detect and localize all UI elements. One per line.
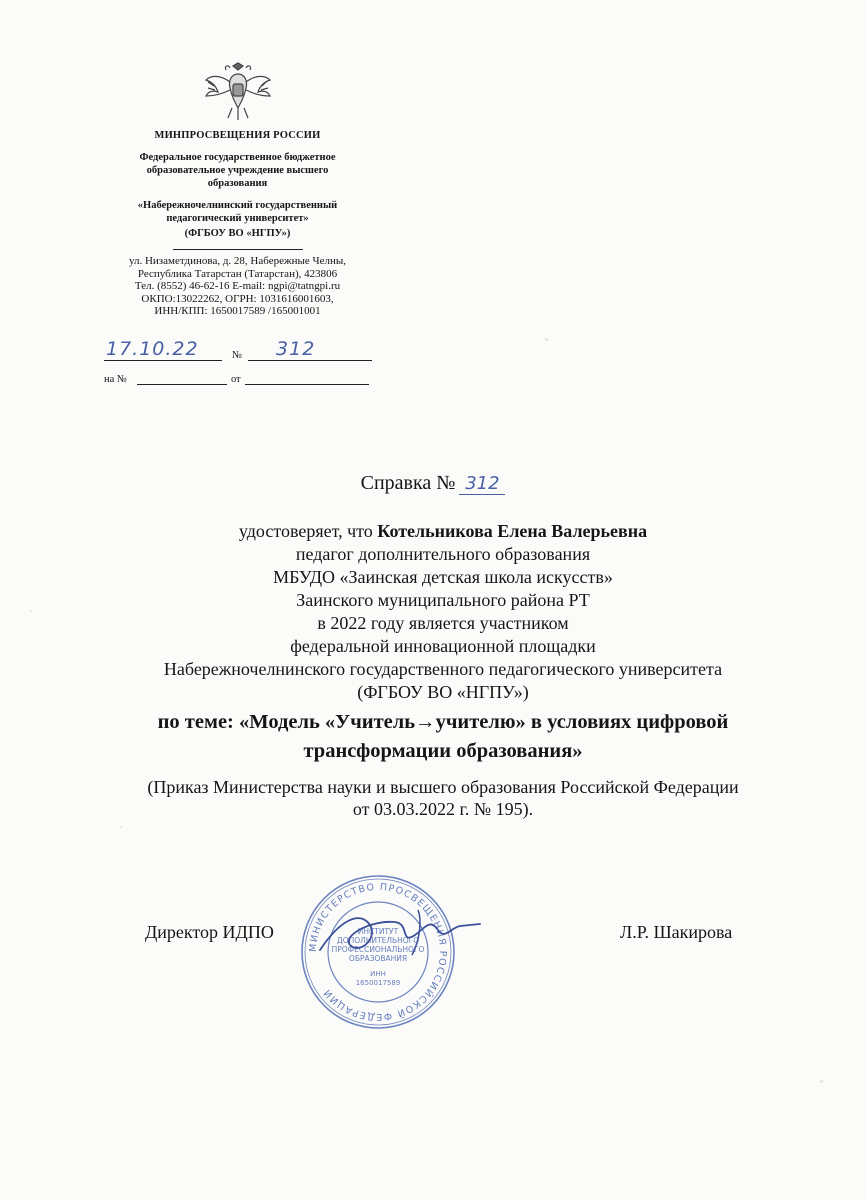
order-reference (60, 776, 826, 820)
stamp-inner-line: ОБРАЗОВАНИЯ (348, 954, 408, 963)
body-line: педагог дополнительного образования (295, 544, 591, 564)
org-type-line: образования (207, 178, 268, 189)
registration-number: 312 (276, 338, 316, 360)
body-line: федеральной инновационной площадки (290, 636, 596, 656)
certificate-lead-line (60, 520, 826, 543)
org-type-line: образовательное учреждение высшего (146, 165, 329, 176)
certificate-title (0, 472, 866, 495)
scan-speck (120, 826, 122, 828)
double-headed-eagle-emblem-icon (202, 60, 274, 124)
address-line: ИНН/КПП: 1650017589 /165001001 (154, 305, 321, 317)
certificate-number: 312 (459, 473, 505, 495)
handwritten-signature-icon (300, 900, 500, 970)
body-line: (ФГБОУ ВО «НГПУ») (357, 682, 529, 702)
project-topic (60, 708, 826, 766)
registration-number-field (248, 338, 372, 361)
university-abbreviation: (ФГБОУ ВО «НГПУ») (184, 228, 291, 239)
reference-row (104, 366, 374, 385)
body-line: МБУДО «Заинская детская школа искусств» (273, 567, 613, 587)
scan-speck (820, 1080, 823, 1083)
body-line: Заинского муниципального района РТ (296, 590, 590, 610)
signatory-name: Л.Р. Шакирова (620, 922, 733, 942)
reference-from-label: от (230, 374, 241, 385)
reference-number-field (137, 366, 227, 385)
registration-row (104, 338, 374, 361)
scan-speck (545, 338, 548, 341)
org-type-line: Федеральное государственное бюджетное (139, 152, 336, 163)
person-name: Котельникова Елена Валерьевна (377, 521, 648, 541)
reference-date-field (245, 366, 369, 385)
stamp-inner-line: ДОПОЛНИТЕЛЬНОГО (336, 936, 420, 945)
registration-number-label: № (232, 350, 243, 361)
certificate-lead: удостоверяет, что (238, 521, 373, 541)
body-line: в 2022 году является участником (317, 613, 569, 633)
body-line: Набережночелнинского государственного педагогического университета (163, 659, 723, 679)
stamp-inn-number: 1650017589 (355, 979, 401, 987)
registration-date: 17.10.22 (106, 338, 199, 360)
signatory-position: Директор ИДПО (145, 922, 274, 942)
stamp-inn-label: ИНН (370, 970, 386, 978)
registration-date-field (104, 338, 222, 361)
header-divider (173, 249, 303, 250)
scan-speck (30, 610, 32, 612)
address-block (100, 255, 375, 318)
order-line: от 03.03.2022 г. № 195). (352, 799, 534, 819)
certificate-title-label: Справка № (360, 472, 456, 494)
stamp-inner-line: ПРОФЕССИОНАЛЬНОГО (331, 945, 425, 954)
certificate-body (60, 520, 826, 820)
reference-label: на № (104, 374, 127, 385)
address-line: Тел. (8552) 46-62-16 E-mail: ngpi@tatngpi.ru (134, 280, 341, 292)
ministry-name: МИНПРОСВЕЩЕНИЯ РОССИИ (154, 130, 321, 141)
address-line: ул. Низаметдинова, д. 28, Набережные Челны, (128, 255, 347, 267)
org-type (100, 151, 375, 190)
order-line: (Приказ Министерства науки и высшего образования Российской Федерации (147, 777, 739, 797)
topic-line: по теме: «Модель «Учитель→учителю» в условиях цифровой (157, 711, 729, 733)
university-line: «Набережночелнинский государственный (137, 200, 338, 211)
letterhead (100, 60, 375, 318)
stamp-inner-line: ИНСТИТУТ (357, 927, 399, 936)
university-line: педагогический университет» (166, 213, 309, 224)
address-line: ОКПО:13022262, ОГРН: 1031616001603, (141, 292, 334, 305)
topic-line: трансформации образования» (303, 740, 583, 762)
university-name (100, 199, 375, 225)
stamp-outer-text: МИНИСТЕРСТВО ПРОСВЕЩЕНИЯ РОССИЙСКОЙ ФЕДЕРАЦИИ (307, 881, 449, 1023)
address-line: Республика Татарстан (Татарстан), 423806 (137, 267, 338, 280)
